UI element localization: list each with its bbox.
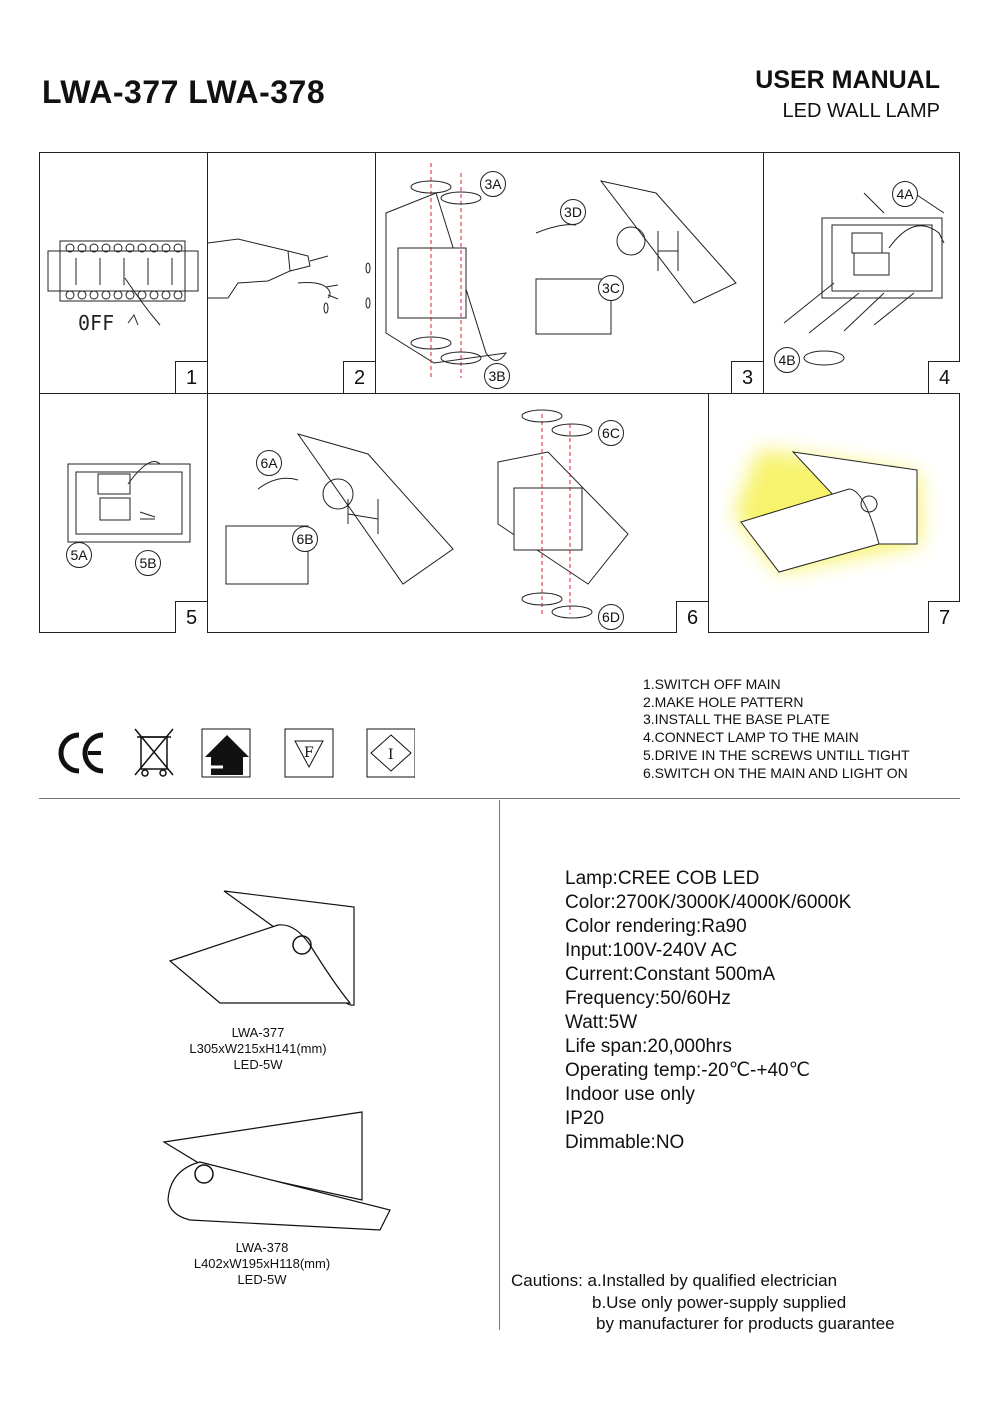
spec-line xyxy=(565,1035,851,1059)
spec-line xyxy=(565,915,851,939)
info-diamond-icon xyxy=(367,729,415,777)
installation-steps xyxy=(643,676,910,782)
panel-number: 5 xyxy=(175,601,207,633)
callout-4a: 4A xyxy=(892,181,918,207)
class-ii-house-icon xyxy=(202,729,250,777)
breaker-illustration xyxy=(40,153,208,393)
spec-value: Constant 500mA xyxy=(633,964,776,985)
spec-label: IP20 xyxy=(565,1108,605,1129)
panel-5 xyxy=(40,394,208,633)
spec-line xyxy=(565,1107,851,1131)
spec-line xyxy=(565,987,851,1011)
product-power: LED-5W xyxy=(233,1057,283,1072)
callout-6a: 6A xyxy=(256,450,282,476)
panel-number: 3 xyxy=(731,361,763,393)
product-model: LWA-377 xyxy=(231,1025,285,1040)
spec-label: Dimmable xyxy=(565,1132,651,1153)
lwa-378-drawing xyxy=(160,1110,395,1235)
spec-line xyxy=(565,1011,851,1035)
spec-line xyxy=(565,867,851,891)
step-item: 6.SWITCH ON THE MAIN AND LIGHT ON xyxy=(643,764,908,781)
spec-label: Watt xyxy=(565,1012,604,1033)
callout-4b: 4B xyxy=(774,347,800,373)
spec-label: Frequency xyxy=(565,988,655,1009)
base-plate-illustration xyxy=(376,153,764,393)
specifications xyxy=(565,867,851,1155)
panel-6 xyxy=(208,394,709,633)
callout-3b: 3B xyxy=(484,363,510,389)
spec-separator: : xyxy=(695,1060,702,1081)
spec-value: 20,000hrs xyxy=(647,1036,732,1057)
spec-separator: : xyxy=(603,1012,609,1033)
step-item: 4.CONNECT LAMP TO THE MAIN xyxy=(643,729,859,746)
callout-6c: 6C xyxy=(598,420,624,446)
callout-3d: 3D xyxy=(560,199,586,225)
svg-text:I: I xyxy=(388,747,394,763)
mounting-illustration xyxy=(208,394,709,633)
panel-4 xyxy=(764,153,960,394)
spec-separator: : xyxy=(650,1132,656,1153)
spec-line xyxy=(565,1083,851,1107)
callout-3a: 3A xyxy=(480,171,506,197)
panel-number: 2 xyxy=(343,361,375,393)
off-label: 0FF xyxy=(78,311,115,335)
callout-6b: 6B xyxy=(292,526,318,552)
ce-mark-icon xyxy=(61,735,103,771)
callout-6d: 6D xyxy=(598,604,624,630)
caution-line: Cautions: a.Installed by qualified electrician xyxy=(511,1271,838,1290)
spec-value: Ra90 xyxy=(701,916,747,937)
model-title: LWA-377 LWA-378 xyxy=(42,74,326,110)
panel-2 xyxy=(208,153,376,394)
certification-icons xyxy=(55,727,415,779)
spec-label: Indoor use only xyxy=(565,1084,695,1105)
divider-vertical xyxy=(499,800,500,1330)
spec-separator: : xyxy=(610,892,616,913)
panel-1 xyxy=(40,153,208,394)
caution-line: b.Use only power-supply supplied xyxy=(592,1292,847,1312)
spec-separator: : xyxy=(695,916,702,937)
callout-3c: 3C xyxy=(598,275,624,301)
screw-drive-illustration xyxy=(40,394,208,633)
f-mark-icon xyxy=(285,729,333,777)
step-item: 1.SWITCH OFF MAIN xyxy=(643,676,781,692)
lwa-378-spec xyxy=(162,1240,362,1288)
spec-line xyxy=(565,1131,851,1155)
spec-value: 5W xyxy=(608,1012,638,1033)
panel-3 xyxy=(376,153,764,394)
panel-number: 6 xyxy=(676,601,708,633)
callout-5b: 5B xyxy=(135,550,161,576)
spec-label: Operating temp xyxy=(565,1060,696,1081)
product-dimensions: L305xW215xH141(mm) xyxy=(189,1041,327,1056)
spec-separator: : xyxy=(607,940,613,961)
weee-bin-icon xyxy=(135,729,173,776)
spec-line xyxy=(565,939,851,963)
spec-value: 2700K/3000K/4000K/6000K xyxy=(615,892,852,913)
spec-label: Input xyxy=(565,940,608,961)
spec-separator: : xyxy=(654,988,661,1009)
product-model: LWA-378 xyxy=(235,1240,289,1255)
panel-number: 7 xyxy=(928,601,960,633)
spec-line xyxy=(565,891,851,915)
spec-separator: : xyxy=(628,964,634,985)
spec-separator: : xyxy=(642,1036,648,1057)
spec-line xyxy=(565,1059,851,1083)
spec-value: 100V-240V AC xyxy=(612,940,738,961)
spec-label: Lamp xyxy=(565,868,613,889)
product-dimensions: L402xW195xH118(mm) xyxy=(193,1256,331,1271)
divider-horizontal xyxy=(39,798,960,799)
step-item: 2.MAKE HOLE PATTERN xyxy=(643,693,804,710)
svg-text:F: F xyxy=(304,745,314,761)
lwa-377-drawing xyxy=(160,885,370,1015)
callout-5a: 5A xyxy=(66,542,92,568)
installation-diagram xyxy=(39,152,960,633)
spec-value: 50/60Hz xyxy=(660,988,731,1009)
spec-value: CREE COB LED xyxy=(617,868,760,889)
product-power: LED-5W xyxy=(237,1272,287,1287)
spec-value: NO xyxy=(655,1132,685,1153)
panel-number: 4 xyxy=(928,361,960,393)
spec-label: Life span xyxy=(565,1036,643,1057)
spec-label: Current xyxy=(565,964,629,985)
step-item: 3.INSTALL THE BASE PLATE xyxy=(643,711,830,728)
lwa-377-spec xyxy=(158,1025,358,1073)
spec-label: Color rendering xyxy=(565,916,696,937)
lamp-on-illustration xyxy=(709,394,960,633)
manual-title: USER MANUAL xyxy=(755,66,940,94)
manual-subtitle: LED WALL LAMP xyxy=(782,100,940,122)
panel-number: 1 xyxy=(175,361,207,393)
step-item: 5.DRIVE IN THE SCREWS UNTILL TIGHT xyxy=(643,746,910,763)
caution-line: by manufacturer for products guarantee xyxy=(596,1314,895,1333)
cautions xyxy=(511,1270,895,1335)
spec-line xyxy=(565,963,851,987)
spec-value: -20℃-+40℃ xyxy=(701,1060,810,1081)
spec-separator: : xyxy=(612,868,618,889)
spec-label: Color xyxy=(565,892,611,913)
drill-illustration xyxy=(208,153,376,393)
panel-7 xyxy=(709,394,960,633)
